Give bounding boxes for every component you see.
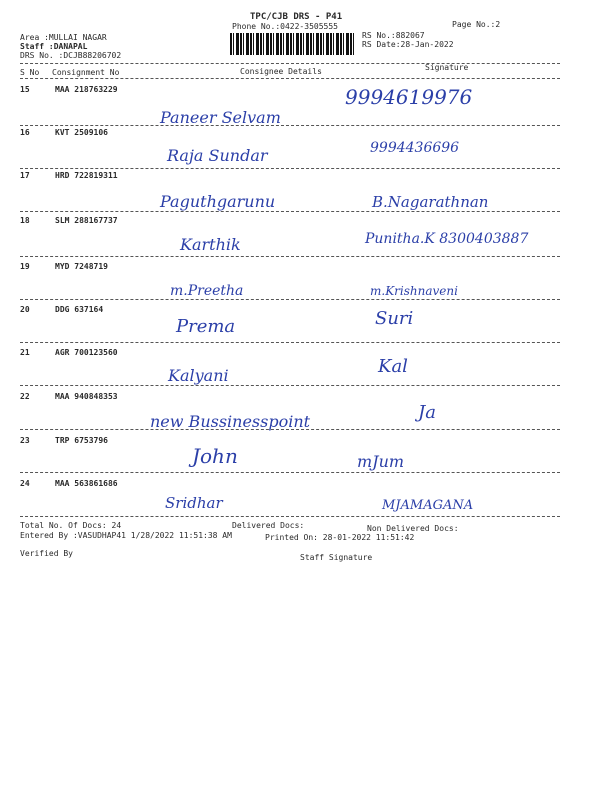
col-consignment: Consignment No <box>52 68 120 77</box>
row-divider <box>20 342 560 343</box>
verified-by: Verified By <box>20 549 73 558</box>
row-consignment: SLM 288167737 <box>55 216 118 225</box>
page-number: Page No.:2 <box>452 20 501 29</box>
row-divider <box>20 168 560 169</box>
row-sno: 18 <box>20 216 30 225</box>
row-consignee-handwritten: m.Preetha <box>170 283 244 299</box>
total-docs: Total No. Of Docs: 24 <box>20 521 122 530</box>
row-consignment: DDG 637164 <box>55 305 104 314</box>
staff: Staff :DANAPAL <box>20 42 88 51</box>
row-consignment: KVT 2509106 <box>55 128 108 137</box>
row-signature-handwritten: B.Nagarathnan <box>372 193 489 211</box>
row-signature-handwritten: Punitha.K 8300403887 <box>365 231 529 247</box>
row-consignment: AGR 700123560 <box>55 348 118 357</box>
rs-number: RS No.:882067 <box>362 31 425 40</box>
phone-number: Phone No.:0422-3505555 <box>232 22 338 31</box>
row-signature-handwritten: Suri <box>375 308 414 329</box>
row-divider <box>20 516 560 517</box>
delivered-docs: Delivered Docs: <box>232 521 305 530</box>
row-sno: 16 <box>20 128 30 137</box>
row-signature-handwritten: m.Krishnaveni <box>370 284 458 298</box>
row-consignment: MYD 7248719 <box>55 262 108 271</box>
row-signature-handwritten: 9994619976 <box>345 85 473 109</box>
row-consignee-handwritten: Karthik <box>180 235 241 254</box>
barcode <box>230 33 356 55</box>
non-delivered-docs: Non Delivered Docs: <box>367 524 459 533</box>
doc-title: TPC/CJB DRS - P41 <box>250 12 343 22</box>
rs-date: RS Date:28-Jan-2022 <box>362 40 454 49</box>
row-sno: 23 <box>20 436 30 445</box>
row-divider <box>20 299 560 300</box>
row-sno: 17 <box>20 171 30 180</box>
col-consignee: Consignee Details <box>240 67 322 76</box>
staff-signature: Staff Signature <box>300 553 373 562</box>
header-rule-top <box>20 63 560 64</box>
entered-by: Entered By :VASUDHAP41 1/28/2022 11:51:38 AM <box>20 531 232 540</box>
row-consignee-handwritten: Sridhar <box>165 494 223 512</box>
row-consignee-handwritten: Kalyani <box>168 366 229 385</box>
row-sno: 24 <box>20 479 30 488</box>
row-consignment: MAA 940848353 <box>55 392 118 401</box>
row-consignment: MAA 218763229 <box>55 85 118 94</box>
row-divider <box>20 256 560 257</box>
row-signature-handwritten: 9994436696 <box>370 140 460 156</box>
row-consignee-handwritten: Prema <box>176 316 236 337</box>
row-consignee-handwritten: Paneer Selvam <box>160 108 281 127</box>
col-sno: S No <box>20 68 40 77</box>
row-sno: 21 <box>20 348 30 357</box>
row-signature-handwritten: Kal <box>378 356 408 377</box>
row-consignment: MAA 563861686 <box>55 479 118 488</box>
row-sno: 22 <box>20 392 30 401</box>
row-divider <box>20 385 560 386</box>
row-consignee-handwritten: Raja Sundar <box>167 146 268 165</box>
row-sno: 15 <box>20 85 30 94</box>
row-sno: 20 <box>20 305 30 314</box>
row-signature-handwritten: mJum <box>357 452 405 471</box>
row-sno: 19 <box>20 262 30 271</box>
row-consignee-handwritten: John <box>192 444 238 468</box>
row-divider <box>20 125 560 126</box>
header-rule-bottom <box>20 78 560 79</box>
row-consignment: TRP 6753796 <box>55 436 108 445</box>
row-divider <box>20 429 560 430</box>
printed-on: Printed On: 28-01-2022 11:51:42 <box>265 533 415 542</box>
row-signature-handwritten: MJAMAGANA <box>382 498 474 513</box>
row-consignment: HRD 722819311 <box>55 171 118 180</box>
row-signature-handwritten: Ja <box>418 402 436 423</box>
row-divider <box>20 472 560 473</box>
col-signature: Signature <box>425 63 469 72</box>
drs-number: DRS No. :DCJB88206702 <box>20 51 122 60</box>
row-consignee-handwritten: Paguthgarunu <box>160 192 276 211</box>
row-consignee-handwritten: new Bussinesspoint <box>150 412 311 431</box>
row-divider <box>20 211 560 212</box>
area: Area :MULLAI NAGAR <box>20 33 107 42</box>
